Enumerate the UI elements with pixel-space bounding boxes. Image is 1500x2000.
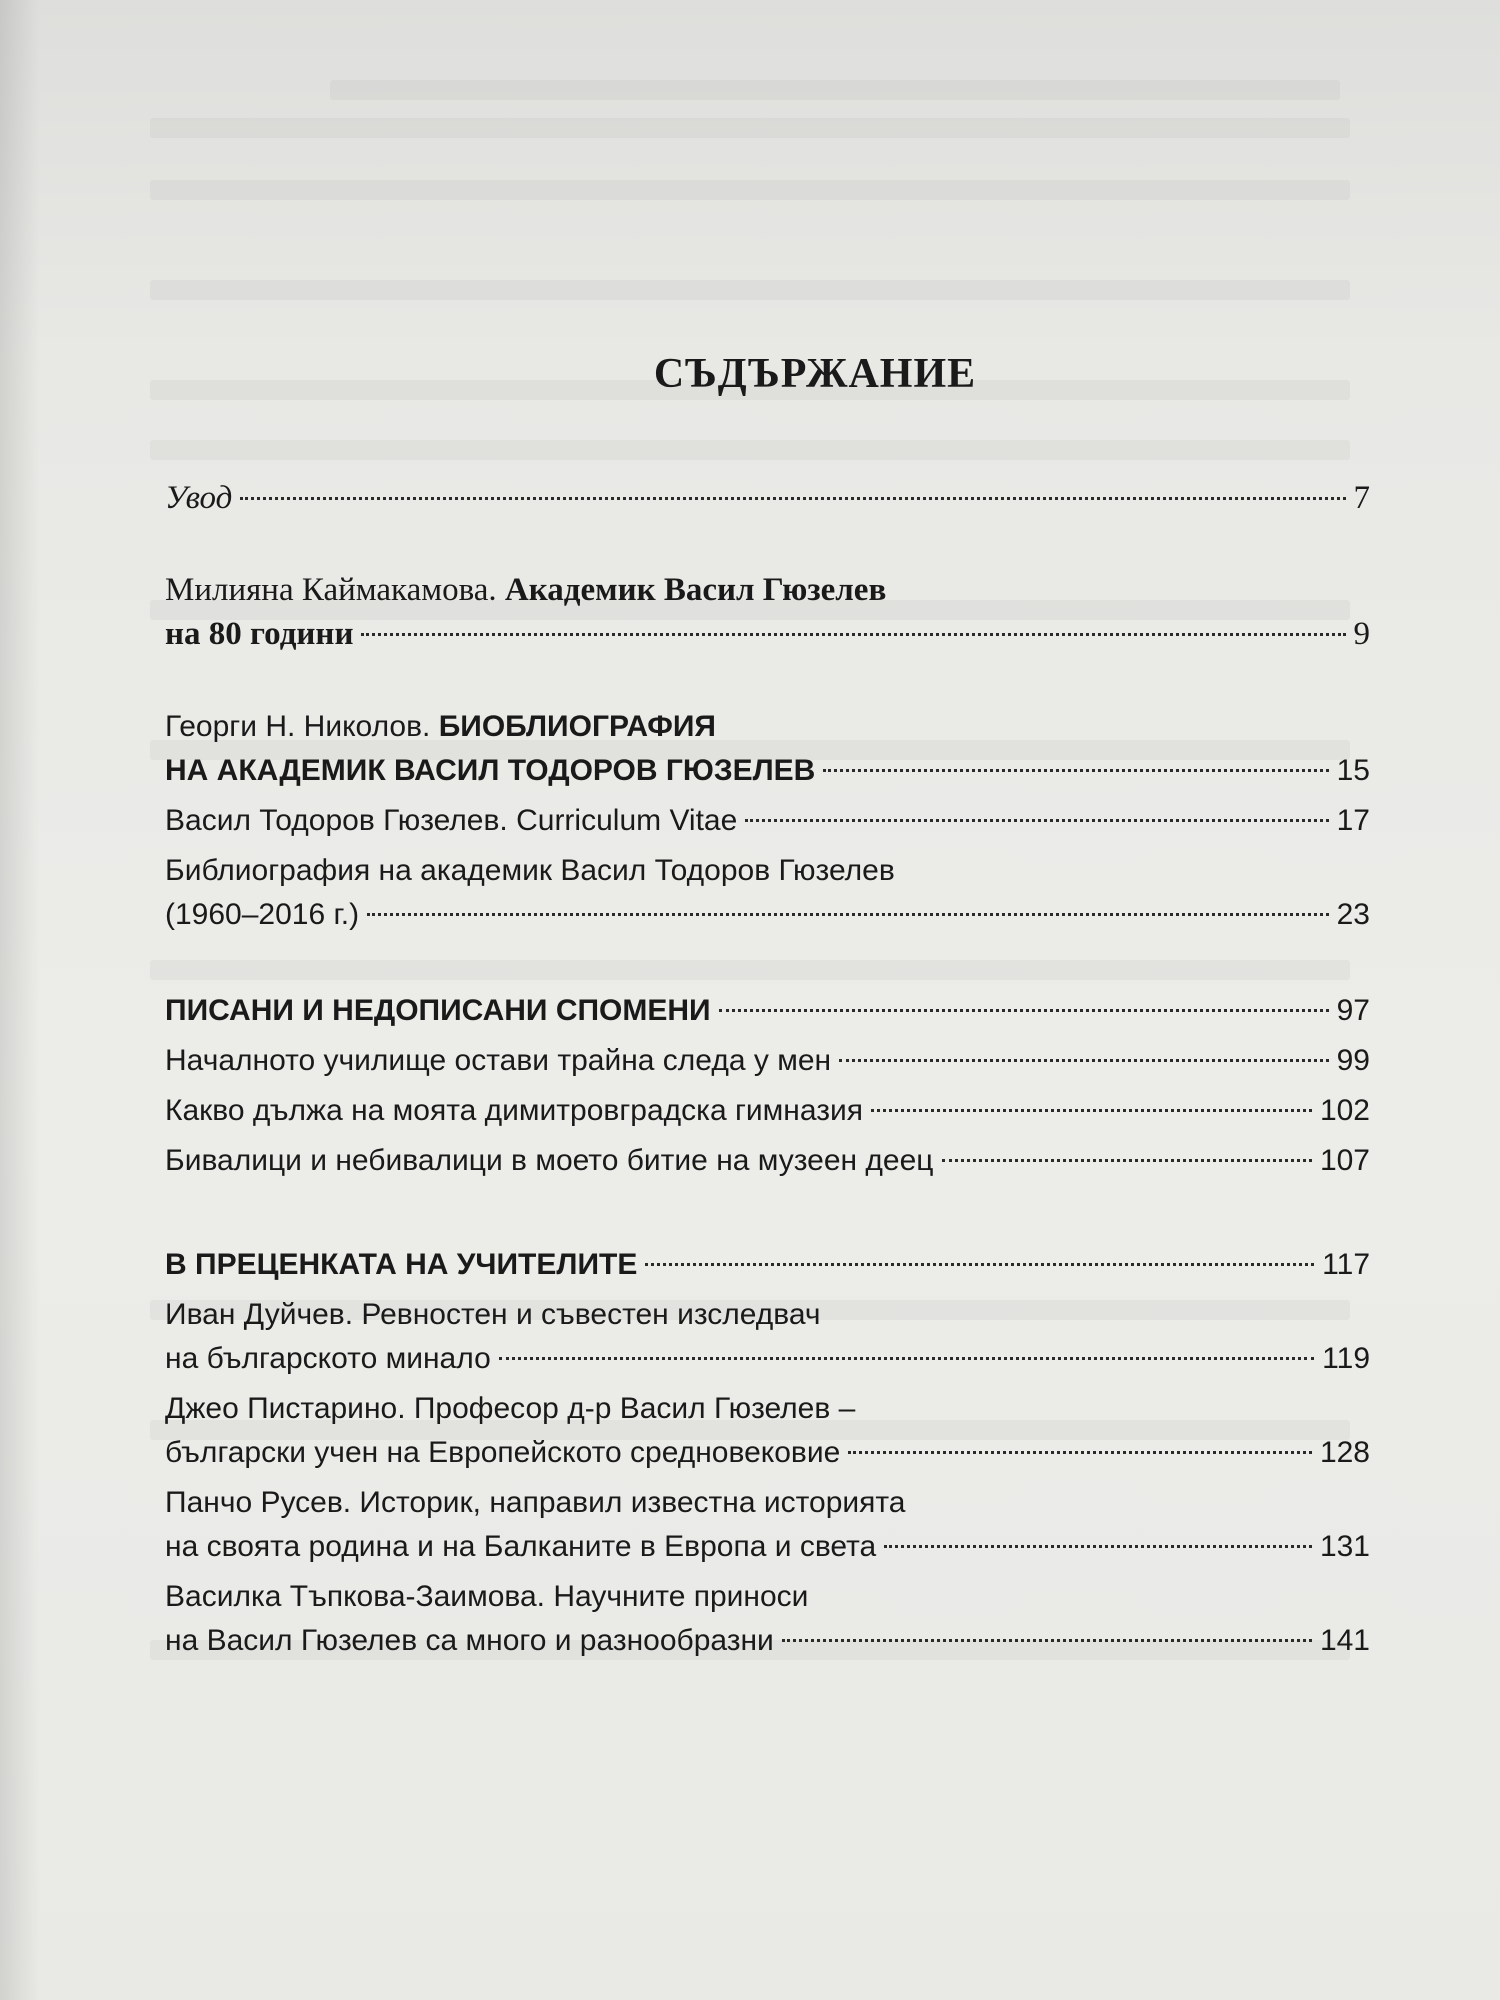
entry-line xyxy=(165,704,1370,749)
entry-title-continued: НА АКАДЕМИК ВАСИЛ ТОДОРОВ ГЮЗЕЛЕВ xyxy=(165,754,816,787)
entry-title: Бивалици и небивалици в моето битие на музеен деец xyxy=(165,1144,934,1177)
dot-leader xyxy=(871,1109,1312,1112)
toc-heading: СЪДЪРЖАНИЕ xyxy=(653,351,977,397)
entry-title: БИОБЛИОГРАФИЯ xyxy=(438,710,716,743)
toc-entry-duychev[interactable] xyxy=(165,1293,1370,1381)
dot-leader xyxy=(782,1639,1312,1642)
section-title: В ПРЕЦЕНКАТА НА УЧИТЕЛИТЕ xyxy=(165,1248,638,1281)
show-through-line xyxy=(150,180,1350,200)
page-number: 102 xyxy=(1319,1094,1370,1127)
toc-entry-introduction[interactable] xyxy=(165,476,1370,520)
dot-leader xyxy=(823,769,1328,772)
entry-title-continued: на българското минало xyxy=(165,1342,491,1375)
page-number: 7 xyxy=(1353,480,1370,516)
page-number: 128 xyxy=(1319,1436,1370,1469)
entry-line xyxy=(165,568,1370,612)
page-number: 119 xyxy=(1322,1342,1370,1375)
page-number: 117 xyxy=(1322,1248,1370,1281)
show-through-line xyxy=(150,280,1350,300)
toc-entry-pistarino[interactable] xyxy=(165,1387,1370,1475)
entry-title: Васил Тодоров Гюзелев. Curriculum Vitae xyxy=(165,804,738,837)
page-number: 23 xyxy=(1336,898,1370,931)
entry-title: Василка Тъпкова-Заимова. Научните приноси xyxy=(165,1580,809,1613)
entry-title-continued: (1960–2016 г.) xyxy=(165,898,360,931)
entry-title: Джео Пистарино. Професор д-р Васил Гюзелев – xyxy=(165,1392,856,1425)
entry-title-continued: български учен на Европейското средновековие xyxy=(165,1436,841,1469)
toc-entry-curriculum-vitae[interactable] xyxy=(165,799,1370,843)
entry-title: Иван Дуйчев. Ревностен и съвестен изследвач xyxy=(165,1298,821,1331)
toc-entry-tapkova[interactable] xyxy=(165,1575,1370,1663)
toc-section-memoirs[interactable] xyxy=(165,989,1370,1033)
entry-title: Увод xyxy=(165,480,233,516)
page-number: 9 xyxy=(1353,616,1370,652)
toc-entry-nikolov[interactable] xyxy=(165,704,1370,793)
toc-entry-kaimakamova[interactable] xyxy=(165,568,1370,656)
page-number: 107 xyxy=(1319,1144,1370,1177)
toc-entry-rusev[interactable] xyxy=(165,1481,1370,1569)
page-number: 131 xyxy=(1319,1530,1370,1563)
entry-title-continued: на своята родина и на Балканите в Европа и света xyxy=(165,1530,877,1563)
toc-entry-gymnasium[interactable] xyxy=(165,1089,1370,1133)
entry-title-continued: на Васил Гюзелев са много и разнообразни xyxy=(165,1624,774,1657)
entry-title: Академик Васил Гюзелев xyxy=(504,572,887,608)
dot-leader xyxy=(645,1263,1314,1266)
toc-entry-museum[interactable] xyxy=(165,1139,1370,1183)
entry-title-continued: на 80 години xyxy=(165,616,354,652)
page-number: 15 xyxy=(1336,754,1370,787)
table-of-contents xyxy=(165,350,1370,1663)
dot-leader xyxy=(839,1059,1329,1062)
dot-leader xyxy=(745,819,1328,822)
show-through-line xyxy=(330,80,1340,100)
dot-leader xyxy=(848,1451,1312,1454)
dot-leader xyxy=(361,633,1345,636)
entry-title: Панчо Русев. Историк, направил известна историята xyxy=(165,1486,906,1519)
page-number: 97 xyxy=(1336,994,1370,1027)
entry-author: Милияна Каймакамова. xyxy=(165,572,505,608)
section-title: ПИСАНИ И НЕДОПИСАНИ СПОМЕНИ xyxy=(165,994,711,1027)
dot-leader xyxy=(367,913,1329,916)
entry-title: Началното училище остави трайна следа у мен xyxy=(165,1044,832,1077)
entry-title: Библиография на академик Васил Тодоров Гюзелев xyxy=(165,854,895,887)
page-number: 17 xyxy=(1336,804,1370,837)
dot-leader xyxy=(240,497,1345,500)
show-through-line xyxy=(150,118,1350,138)
dot-leader xyxy=(884,1545,1312,1548)
toc-entry-bibliography[interactable] xyxy=(165,849,1370,937)
entry-title: Какво дължа на моята димитровградска гимназия xyxy=(165,1094,863,1127)
dot-leader xyxy=(499,1357,1314,1360)
toc-entry-primary-school[interactable] xyxy=(165,1039,1370,1083)
entry-author: Георги Н. Николов. xyxy=(165,710,439,743)
dot-leader xyxy=(719,1009,1329,1012)
dot-leader xyxy=(942,1159,1312,1162)
page-number: 99 xyxy=(1336,1044,1370,1077)
page-number: 141 xyxy=(1319,1624,1370,1657)
toc-section-teachers[interactable] xyxy=(165,1243,1370,1287)
